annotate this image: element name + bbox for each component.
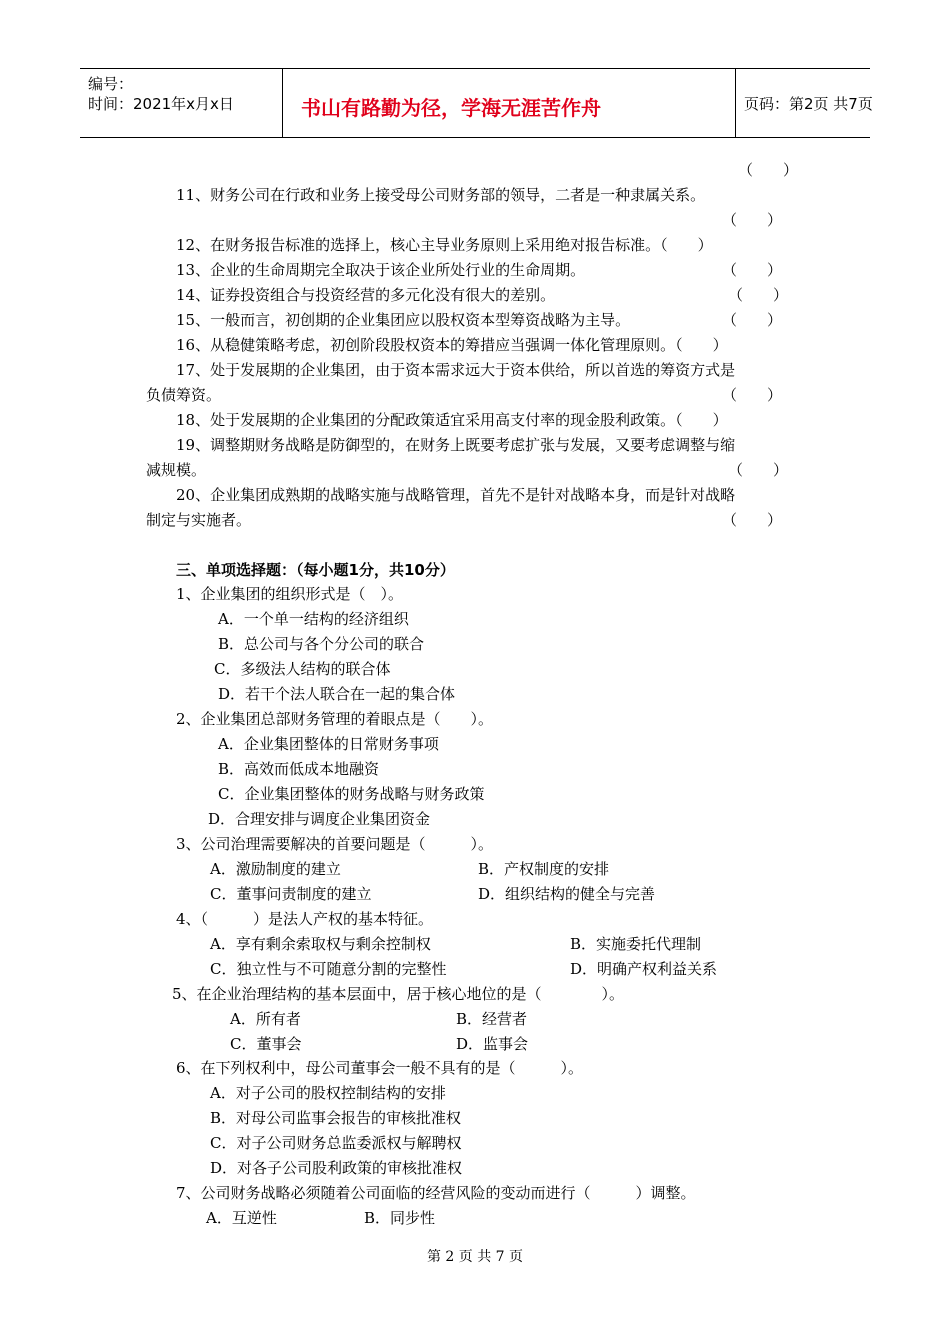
mc-question-5: 5、在企业治理结构的基本层面中，居于核心地位的是（ ）。 bbox=[172, 985, 625, 1003]
option: B．产权制度的安排 bbox=[478, 860, 610, 878]
option: A．企业集团整体的日常财务事项 bbox=[218, 735, 439, 753]
option: C．董事问责制度的建立 bbox=[210, 885, 372, 903]
question-17-cont: 负债筹资。 bbox=[146, 386, 222, 404]
question-18: 18、处于发展期的企业集团的分配政策适宜采用高支付率的现金股利政策。（ ） bbox=[176, 411, 728, 429]
option: B．总公司与各个分公司的联合 bbox=[218, 635, 425, 653]
answer-paren: （ ） bbox=[722, 261, 783, 279]
option: C．董事会 bbox=[230, 1035, 302, 1053]
question-20: 20、企业集团成熟期的战略实施与战略管理，首先不是针对战略本身，而是针对战略 bbox=[176, 486, 736, 504]
header-left-cell bbox=[80, 69, 283, 137]
question-19: 19、调整期财务战略是防御型的，在财务上既要考虑扩张与发展，又要考虑调整与缩 bbox=[176, 436, 736, 454]
option: C．企业集团整体的财务战略与财务政策 bbox=[218, 785, 485, 803]
option: A．一个单一结构的经济组织 bbox=[218, 610, 409, 628]
answer-paren: （ ） bbox=[728, 461, 789, 479]
option: B．经营者 bbox=[456, 1010, 528, 1028]
option: A．互逆性 bbox=[206, 1209, 277, 1227]
question-15: 15、一般而言，初创期的企业集团应以股权资本型筹资战略为主导。 bbox=[176, 311, 631, 329]
option: D．对各子公司股利政策的审核批准权 bbox=[210, 1159, 463, 1177]
page-info: 页码：第2页 共7页 bbox=[744, 95, 873, 113]
time-label: 时间：2021年x月x日 bbox=[88, 95, 234, 113]
option: D．监事会 bbox=[456, 1035, 529, 1053]
page-header bbox=[80, 68, 873, 138]
mc-question-7: 7、公司财务战略必须随着公司面临的经营风险的变动而进行（ ）调整。 bbox=[176, 1184, 696, 1202]
option: C．对子公司财务总监委派权与解聘权 bbox=[210, 1134, 462, 1152]
option: A．所有者 bbox=[230, 1010, 301, 1028]
question-16: 16、从稳健策略考虑，初创阶段股权资本的筹措应当强调一体化管理原则。（ ） bbox=[176, 336, 728, 354]
answer-paren: （ ） bbox=[728, 286, 789, 304]
mc-question-3: 3、公司治理需要解决的首要问题是（ ）。 bbox=[176, 835, 494, 853]
question-17: 17、处于发展期的企业集团，由于资本需求远大于资本供给，所以首选的筹资方式是 bbox=[176, 361, 736, 379]
option: C．独立性与不可随意分割的完整性 bbox=[210, 960, 447, 978]
mc-question-1: 1、企业集团的组织形式是（ ）。 bbox=[176, 585, 404, 603]
header-page-cell bbox=[736, 69, 873, 137]
option: D．组织结构的健全与完善 bbox=[478, 885, 656, 903]
answer-paren: （ ） bbox=[722, 211, 783, 229]
question-13: 13、企业的生命周期完全取决于该企业所处行业的生命周期。 bbox=[176, 261, 586, 279]
question-19-cont: 减规模。 bbox=[146, 461, 207, 479]
question-20-cont: 制定与实施者。 bbox=[146, 511, 252, 529]
page-footer: 第 2 页 共 7 页 bbox=[426, 1249, 524, 1265]
option: A．激励制度的建立 bbox=[210, 860, 341, 878]
option: B．实施委托代理制 bbox=[570, 935, 702, 953]
answer-paren: （ ） bbox=[722, 511, 783, 529]
option: B．高效而低成本地融资 bbox=[218, 760, 380, 778]
question-14: 14、证券投资组合与投资经营的多元化没有很大的差别。 bbox=[176, 286, 556, 304]
section-title: 三、单项选择题：（每小题1分，共10分） bbox=[176, 561, 455, 579]
option: C．多级法人结构的联合体 bbox=[214, 660, 391, 678]
option: A．对子公司的股权控制结构的安排 bbox=[210, 1084, 446, 1102]
header-motto-cell bbox=[283, 69, 736, 137]
mc-question-2: 2、企业集团总部财务管理的着眼点是（ ）。 bbox=[176, 710, 494, 728]
serial-label: 编号： bbox=[88, 75, 134, 93]
question-11: 11、财务公司在行政和业务上接受母公司财务部的领导，二者是一种隶属关系。 bbox=[176, 186, 706, 204]
option: D．合理安排与调度企业集团资金 bbox=[208, 810, 431, 828]
answer-paren: （ ） bbox=[722, 311, 783, 329]
option: B．对母公司监事会报告的审核批准权 bbox=[210, 1109, 462, 1127]
mc-question-6: 6、在下列权利中，母公司董事会一般不具有的是（ ）。 bbox=[176, 1059, 584, 1077]
answer-paren: （ ） bbox=[738, 161, 799, 179]
option: D．明确产权利益关系 bbox=[570, 960, 718, 978]
question-12: 12、在财务报告标准的选择上，核心主导业务原则上采用绝对报告标准。（ ） bbox=[176, 236, 713, 254]
answer-paren: （ ） bbox=[722, 386, 783, 404]
option: D．若干个法人联合在一起的集合体 bbox=[218, 685, 456, 703]
option: A．享有剩余索取权与剩余控制权 bbox=[210, 935, 431, 953]
option: B．同步性 bbox=[364, 1209, 436, 1227]
mc-question-4: 4、（ ）是法人产权的基本特征。 bbox=[176, 910, 434, 928]
motto: 书山有路勤为径，学海无涯苦作舟 bbox=[301, 96, 601, 120]
